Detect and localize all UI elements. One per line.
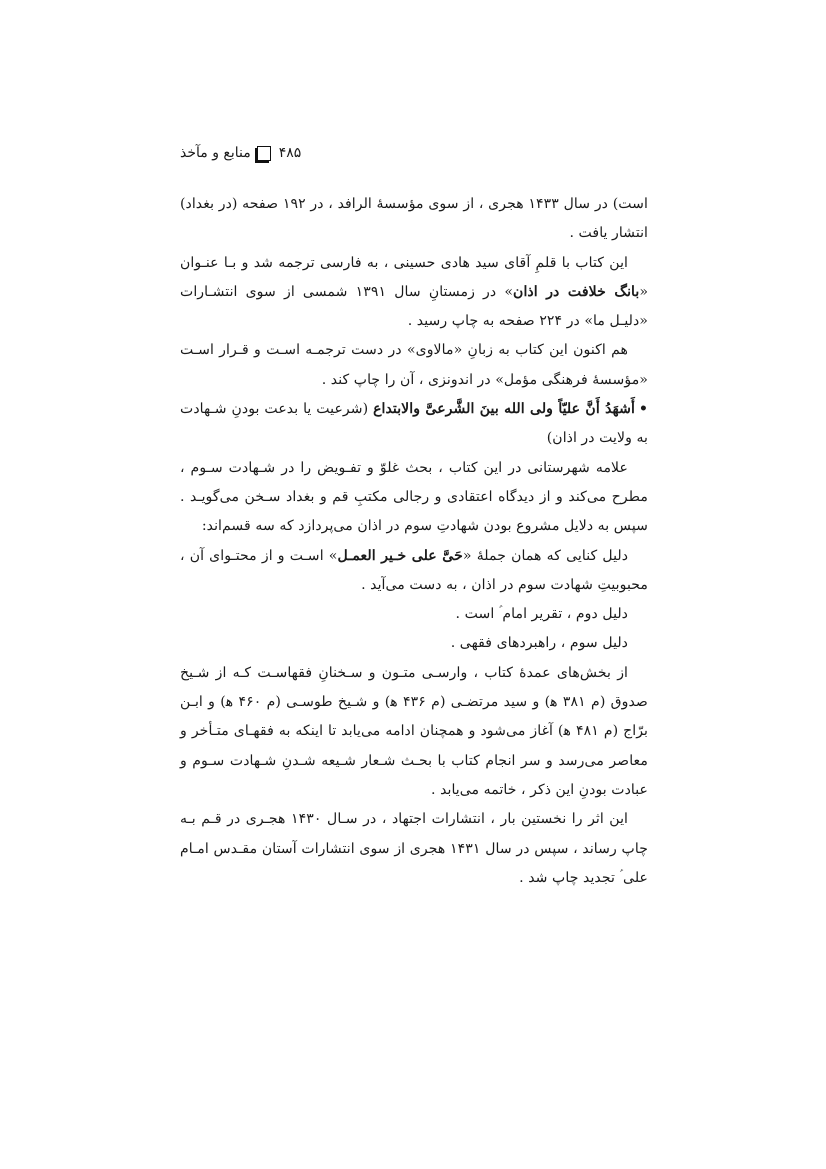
paragraph-main-sections: از بخش‌های عمدهٔ کتاب ، وارسـی متـون و سـخنانِ فقهاسـت کـه از شـیخ صدوق (م ۳۸۱ ه‍) و سید مرتضـی (م ۴۳۶ ه‍) و شـیخ طوسـی (م ۴۶۰ ه‍) و ابـن برّاج (م ۴۸۱ ه‍) آغاز می‌شود و همچنان ادامه می‌یابد تا اینکه به فقهـای متـأخر و معاصر می‌رسد و سر انجام کتاب با بحـث شـعار شـیعه شـدنِ شـهادت سـوم و عبادت بودنِ این ذکر ، خاتمه می‌یابد .: [180, 664, 649, 798]
paragraph-text-pre: این کتاب با قلمِ آقای سید هادی حسینی ، به فارسی ترجمه شد و بـا عنـوان «: [180, 254, 648, 300]
paragraph-book-entry: [180, 395, 648, 454]
page-number: ۴۸۵: [278, 145, 302, 161]
paragraph-persian-translation: [180, 249, 648, 337]
paragraph-text-post: » در زمستانِ سال ۱۳۹۱ شمسی از سوی انتشـارات «دلیـل ما» در ۲۲۴ صفحه به چاپ رسید .: [180, 283, 648, 330]
paragraph-first-proof: [180, 542, 648, 601]
paragraph-publishing-history: این اثر را نخستین بار ، انتشارات اجتهاد ، در سـال ۱۴۳۰ هجـری در قـم بـه چاپ رساند ، سپس در سال ۱۴۳۱ هجری از سوی انتشارات آستان مقـدس امـام علی ؑ تجدید چاپ شد .: [180, 811, 648, 886]
paragraph-book-summary: علامه شهرستانی در این کتاب ، بحث غلوّ و تفـویض را در شـهادت سـوم ، مطرح می‌کند و از دیدگاه اعتقادی و رجالی مکتبِ قم و بغداد سـخن می‌گویـد . سپس به دلایل مشروع بودن شهادتِ سوم در اذان می‌پردازد که سه قسم‌اند:: [180, 459, 648, 535]
body-text: [180, 190, 648, 893]
header-square-icon: [257, 146, 271, 161]
paragraph-text-post: » اسـت و از محتـوای آن ، محبوبیتِ شهادت سوم در اذان ، به دست می‌آید .: [180, 547, 648, 593]
header-title: منابع و مآخذ: [180, 145, 251, 161]
book-page: [180, 140, 648, 893]
running-header: [180, 140, 648, 166]
header-group: [180, 145, 301, 161]
paragraph-malay-translation: هم اکنون این کتاب به زبانِ «مالاوی» در دست ترجمـه اسـت و قـرار اسـت «مؤسسهٔ فرهنگی مؤمل» در اندونزی ، آن را چاپ کند .: [180, 342, 648, 388]
bullet-icon: •: [638, 401, 648, 418]
paragraph-second-proof: دلیل دوم ، تقریر امام ؑ است .: [455, 606, 628, 623]
book-title-bold: بانگ خلافت در اذان: [513, 283, 640, 300]
book-title-bold: أَشهَدُ أَنَّ علیّاً ولی الله بینَ الشَّرعیَّ والابتداع: [373, 401, 635, 418]
paragraph-text-post: (شرعیت یا بدعت بودنِ شـهادت به ولایت در اذان): [180, 401, 648, 447]
paragraph-publication-info: است) در سال ۱۴۳۳ هجری ، از سوی مؤسسهٔ الرافد ، در ۱۹۲ صفحه (در بغداد) انتشار یافت .: [180, 196, 649, 242]
quote-bold: حَیَّ علی خـیر العمـل: [337, 547, 463, 564]
paragraph-text-pre: دلیل کنایی که همان جملهٔ «: [462, 547, 629, 564]
paragraph-third-proof: دلیل سوم ، راهبردهای فقهی .: [450, 635, 628, 652]
